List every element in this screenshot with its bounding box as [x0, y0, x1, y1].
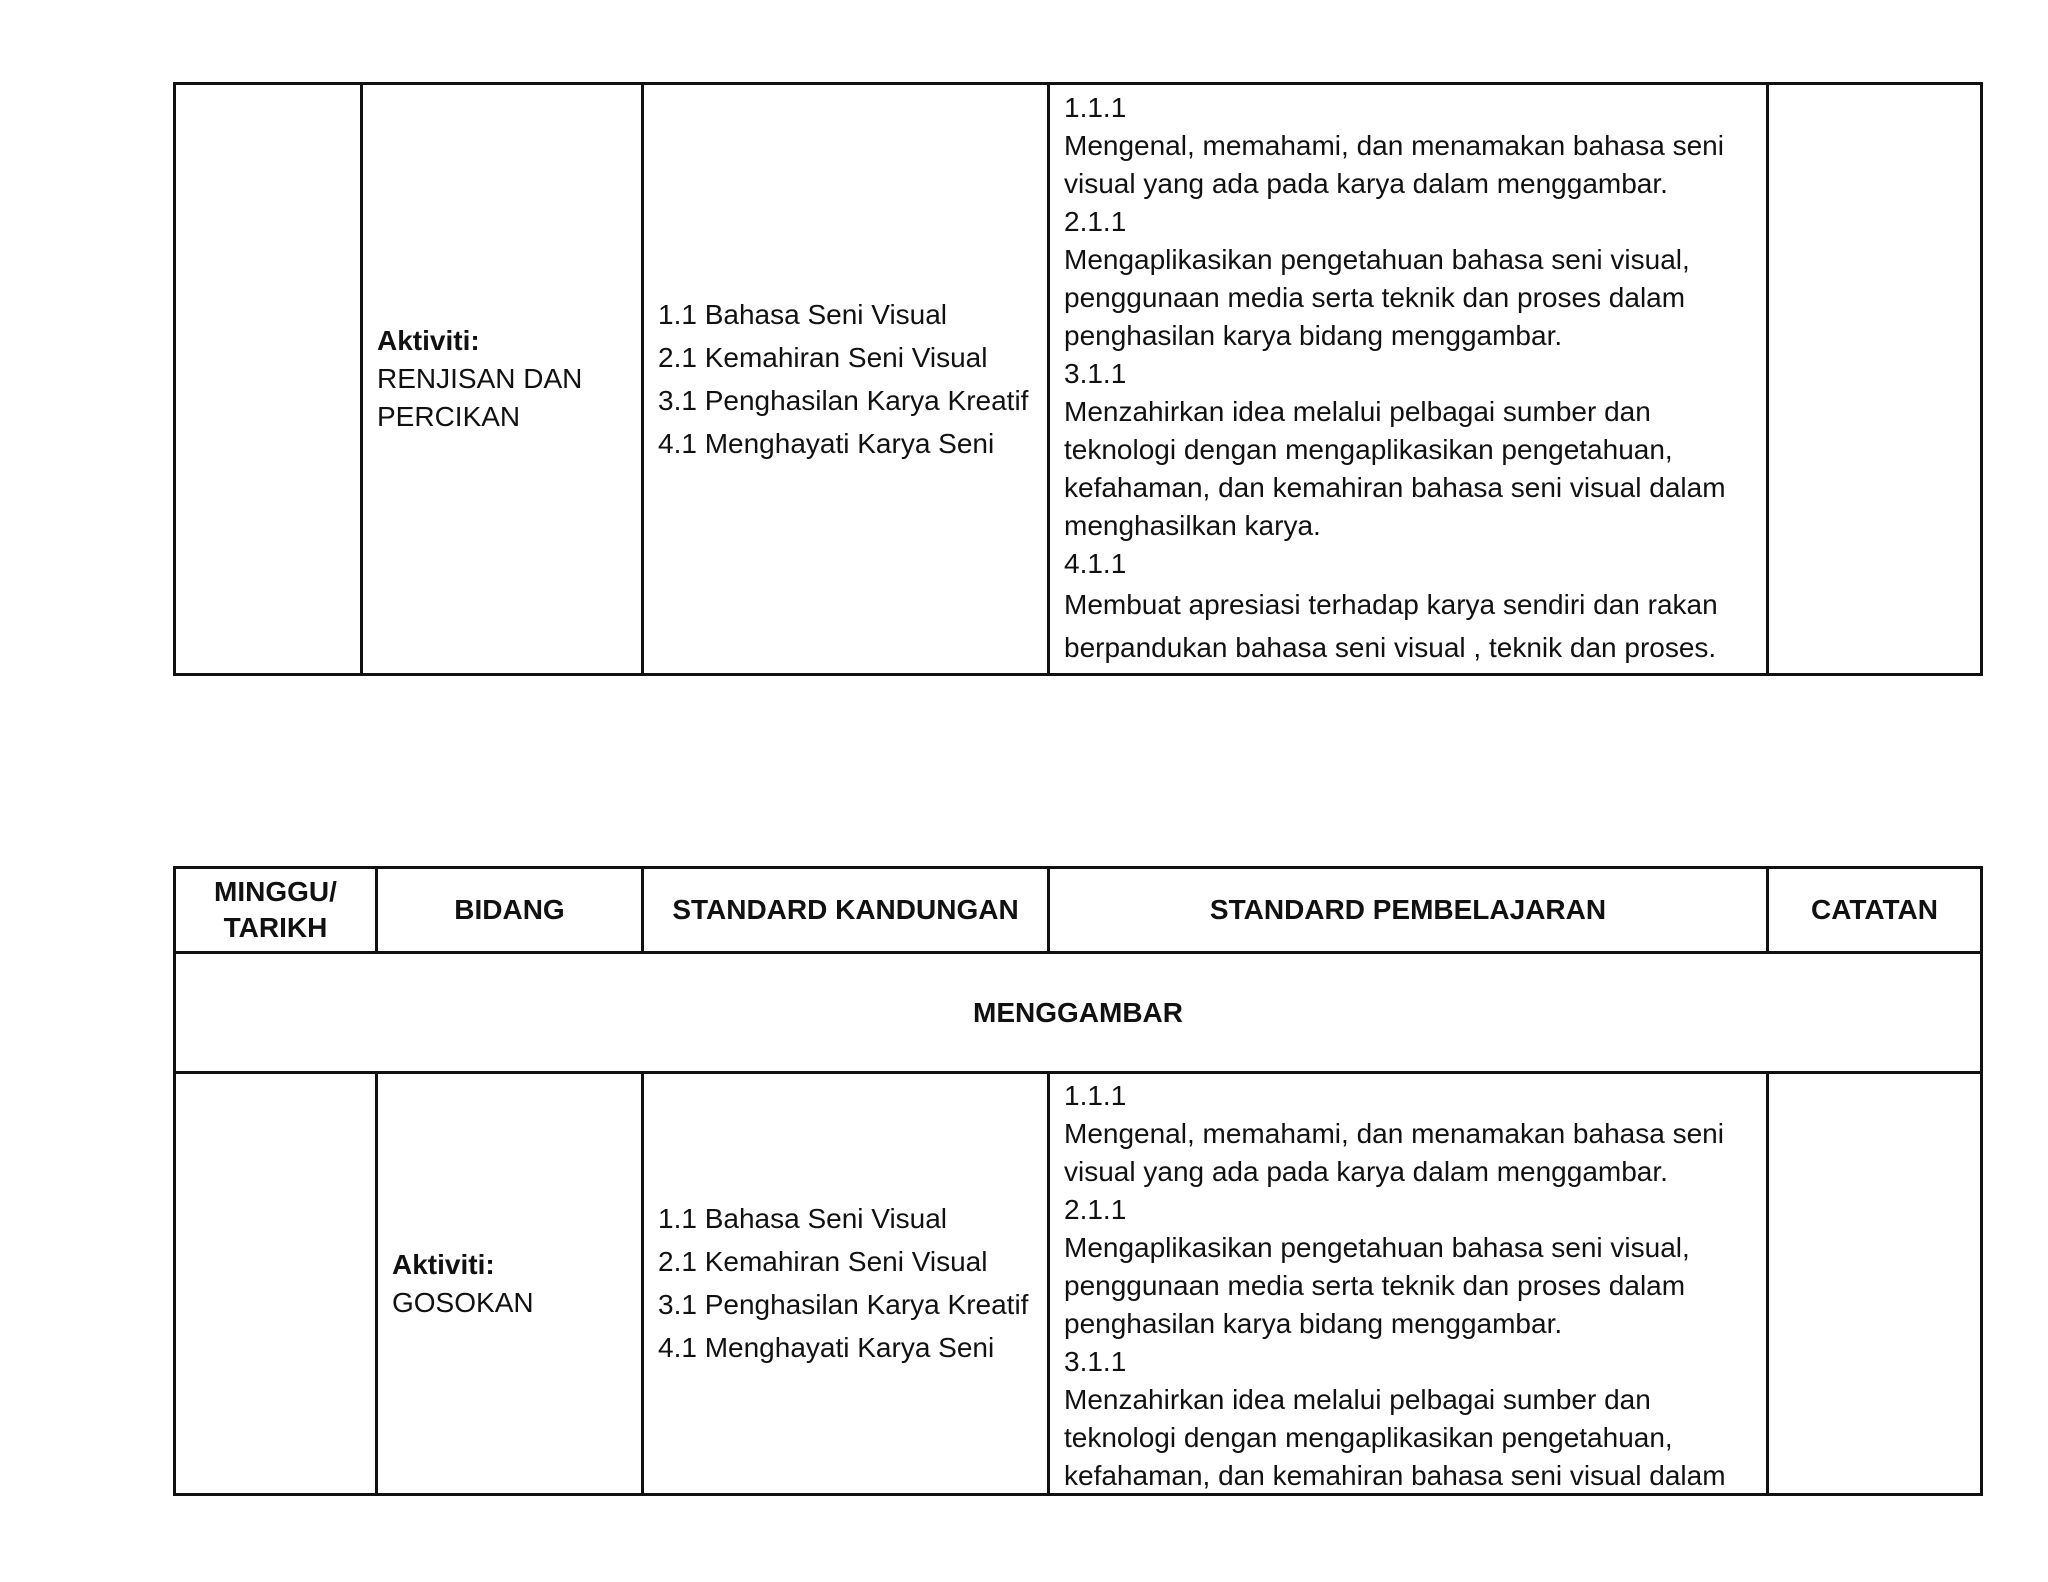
- sk-item: 3.1 Penghasilan Karya Kreatif: [658, 1289, 1029, 1320]
- aktiviti-value: GOSOKAN: [392, 1286, 534, 1318]
- standard-pembelajaran-cell: [1049, 84, 1768, 675]
- rpt-table-bottom: [173, 866, 1983, 1496]
- sp-code: 3.1.1: [1064, 1345, 1127, 1377]
- sp-code: 3.1.1: [1064, 358, 1127, 389]
- sp-desc: Menzahirkan idea melalui pelbagai sumber dan teknologi dengan mengaplikasikan pengetahuan, kefahaman, dan kemahiran bahasa seni visual dalam menghasilkan karya.: [1064, 396, 1726, 541]
- aktiviti-label: Aktiviti:: [392, 1248, 495, 1280]
- section-title: MENGGAMBAR: [175, 953, 1982, 1073]
- sk-item: 2.1 Kemahiran Seni Visual: [658, 1246, 988, 1277]
- standard-kandungan-cell: [643, 84, 1049, 675]
- header-catatan: CATATAN: [1768, 868, 1982, 953]
- header-standard-kandungan: STANDARD KANDUNGAN: [643, 868, 1049, 953]
- sk-item: 4.1 Menghayati Karya Seni: [658, 427, 995, 459]
- table-row: [175, 1073, 1982, 1495]
- aktiviti-value: RENJISAN DAN: [377, 363, 583, 394]
- sk-item: 3.1 Penghasilan Karya Kreatif: [658, 384, 1029, 416]
- sp-code: 4.1.1: [1064, 548, 1127, 579]
- header-standard-pembelajaran: STANDARD PEMBELAJARAN: [1049, 868, 1768, 953]
- sk-item: 1.1 Bahasa Seni Visual: [658, 298, 948, 330]
- sp-desc: Membuat apresiasi terhadap karya sendiri dan rakan berpandukan bahasa seni visual , teknik dan proses.: [1064, 589, 1718, 663]
- minggu-cell: [175, 1073, 377, 1495]
- table-row: [175, 84, 1982, 675]
- catatan-cell: [1768, 1073, 1982, 1495]
- header-bidang: BIDANG: [377, 868, 643, 953]
- sp-desc: Mengenal, memahami, dan menamakan bahasa seni visual yang ada pada karya dalam menggambar.: [1064, 1117, 1724, 1187]
- catatan-cell: [1768, 84, 1982, 675]
- rpt-table-top: [173, 82, 1983, 676]
- aktiviti-label: Aktiviti:: [377, 325, 480, 356]
- sk-item: 2.1 Kemahiran Seni Visual: [658, 341, 988, 373]
- sp-desc: Mengaplikasikan pengetahuan bahasa seni visual, penggunaan media serta teknik dan proses dalam penghasilan karya bidang menggambar.: [1064, 244, 1690, 351]
- header-minggu-tarikh: MINGGU/ TARIKH: [175, 868, 377, 953]
- table-header-row: [175, 868, 1982, 953]
- sp-code: 1.1.1: [1064, 1079, 1127, 1111]
- sp-code: 1.1.1: [1064, 92, 1127, 123]
- sp-code: 2.1.1: [1064, 206, 1127, 237]
- bidang-cell: [377, 1073, 643, 1495]
- sp-code: 2.1.1: [1064, 1193, 1127, 1225]
- sp-desc: Menzahirkan idea melalui pelbagai sumber dan teknologi dengan mengaplikasikan pengetahuan, kefahaman, dan kemahiran bahasa seni visual dalam: [1064, 1383, 1726, 1491]
- minggu-cell: [175, 84, 362, 675]
- bidang-cell: [362, 84, 643, 675]
- standard-kandungan-cell: [643, 1073, 1049, 1495]
- sp-desc: Mengaplikasikan pengetahuan bahasa seni visual, penggunaan media serta teknik dan proses dalam penghasilan karya bidang menggambar.: [1064, 1231, 1690, 1339]
- sp-desc: Mengenal, memahami, dan menamakan bahasa seni visual yang ada pada karya dalam menggambar.: [1064, 130, 1724, 199]
- standard-pembelajaran-cell: [1049, 1073, 1768, 1495]
- section-row: [175, 953, 1982, 1073]
- aktiviti-value: PERCIKAN: [377, 401, 521, 432]
- sk-item: 1.1 Bahasa Seni Visual: [658, 1203, 948, 1234]
- sk-item: 4.1 Menghayati Karya Seni: [658, 1332, 995, 1363]
